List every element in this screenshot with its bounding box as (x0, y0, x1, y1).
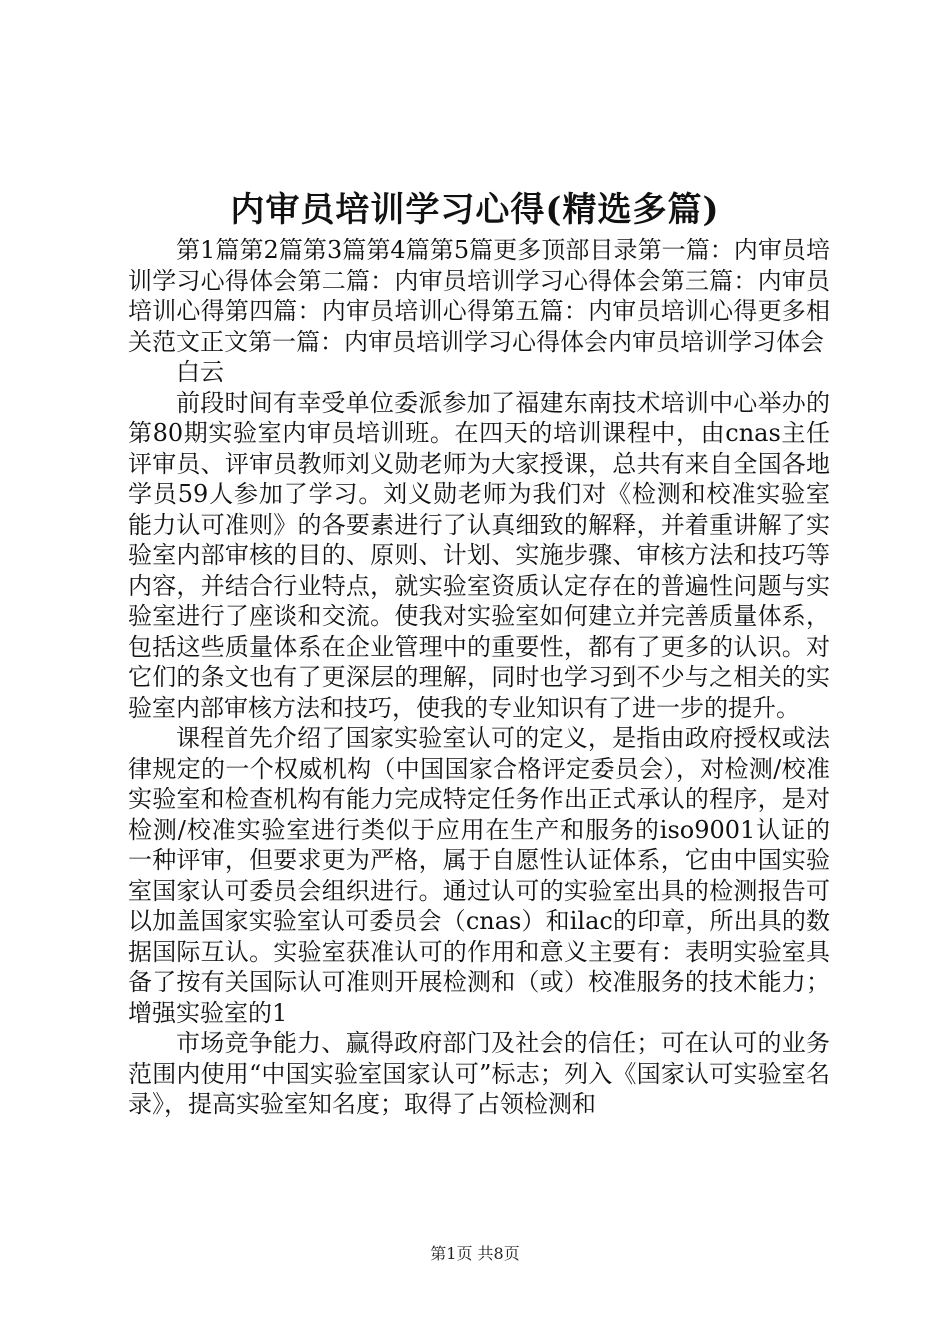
document-body (128, 235, 830, 1120)
paragraph-author: 白云 (176, 358, 224, 386)
paragraph-intro: 前段时间有幸受单位委派参加了福建东南技术培训中心举办的第80期实验室内审员培训班。在四天的培训课程中，由cnas主任评审员、评审员教师刘义勋老师为大家授课，总共有来自全国各地学员59人参加了学习。刘义勋老师为我们对《检测和校准实验室能力认可准则》的各要素进行了认真细致的解释，并着重讲解了实验室内部审核的目的、原则、计划、实施步骤、审核方法和技巧等内容，并结合行业特点，就实验室资质认定存在的普遍性问题与实验室进行了座谈和交流。使我对实验室如何建立并完善质量体系，包括这些质量体系在企业管理中的重要性，都有了更多的认识。对它们的条文也有了更深层的理解，同时也学习到不少与之相关的实验室内部审核方法和技巧，使我的专业知识有了进一步的提升。 (128, 388, 830, 722)
paragraph-market: 市场竞争能力、赢得政府部门及社会的信任；可在认可的业务范围内使用“中国实验室国家认可”标志；列入《国家认可实验室名录》，提高实验室知名度；取得了占领检测和 (128, 1029, 830, 1118)
page-number-footer: 第1页 共8页 (430, 1244, 520, 1263)
paragraph-course: 课程首先介绍了国家实验室认可的定义，是指由政府授权或法律规定的一个权威机构（中国国家合格评定委员会），对检测/校准实验室和检查机构有能力完成特定任务作出正式承认的程序，是对检测/校准实验室进行类似于应用在生产和服务的iso9001认证的一种评审，但要求更为严格，属于自愿性认证体系，它由中国实验室国家认可委员会组织进行。通过认可的实验室出具的检测报告可以加盖国家实验室认可委员会（cnas）和ilac的印章，所出具的数据国际互认。实验室获准认可的作用和意义主要有：表明实验室具备了按有关国际认可准则开展检测和（或）校准服务的技术能力；增强实验室的1 (128, 724, 830, 1027)
paragraph-toc: 第1篇第2篇第3篇第4篇第5篇更多顶部目录第一篇：内审员培训学习心得体会第二篇：内审员培训学习心得体会第三篇：内审员培训心得第四篇：内审员培训心得第五篇：内审员培训心得更多相关范文正文第一篇：内审员培训学习心得体会内审员培训学习体会 (128, 236, 830, 356)
document-title: 内审员培训学习心得(精选多篇) (230, 190, 720, 230)
